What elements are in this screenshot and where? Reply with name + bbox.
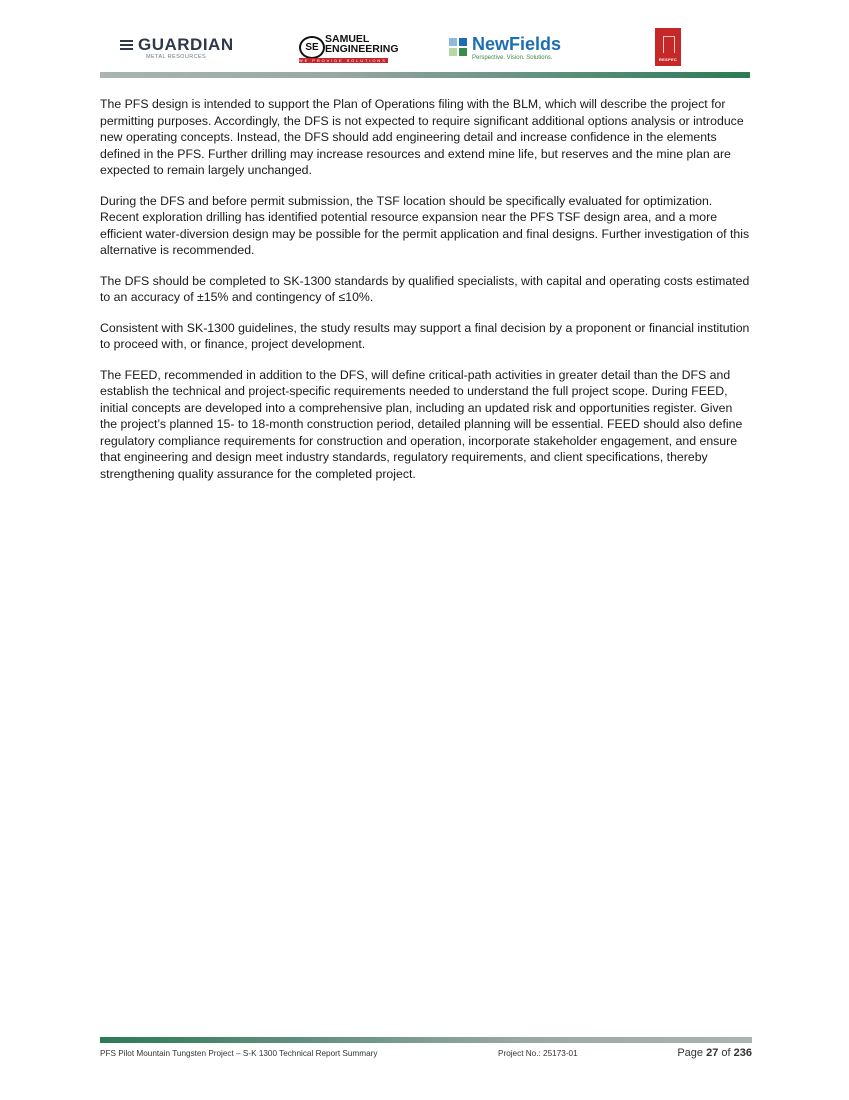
footer-rule (100, 1037, 752, 1043)
stacked-lines-icon (120, 40, 133, 50)
respec-logo-name: RESPEC (658, 57, 678, 62)
guardian-logo-name: GUARDIAN (138, 35, 234, 54)
body-paragraph: During the DFS and before permit submission, the TSF location should be specifically evaluated for optimization. Recent exploration drilling has identified potential resource expansion near the PFS TSF design area, and a more efficient water-diversion design may be possible for the permit application and final designs. Further investigation of this alternative is recommended. (100, 193, 750, 257)
guardian-logo-subtitle: METAL RESOURCES (146, 54, 207, 60)
header-logos (0, 28, 849, 68)
body-paragraph: The FEED, recommended in addition to the DFS, will define critical-path activities in greater detail than the DFS and establish the technical and project-specific requirements needed to understand the full project scope. During FEED, initial concepts are developed into a comprehensive plan, including an updated risk and opportunities register. Given the project’s planned 15- to 18-month construction period, detailed planning will be essential. FEED should also define regulatory compliance requirements for construction and operation, incorporate stakeholder engagement, and ensure that engineering and design meet industry standards, regulatory requirements, and client specifications, thereby strengthening quality assurance for the completed project. (100, 367, 743, 481)
samuel-logo-text: SAMUEL ENGINEERING (325, 33, 399, 55)
page-body (100, 96, 752, 496)
newfields-logo-tagline: Perspective. Vision. Solutions. (472, 55, 553, 61)
guardian-logo (120, 36, 234, 60)
tower-icon (663, 36, 675, 53)
se-mark-icon: SE (299, 36, 325, 59)
page-footer (100, 1047, 752, 1063)
header-rule (100, 72, 750, 78)
body-paragraph: Consistent with SK-1300 guidelines, the study results may support a final decision by a proponent or financial institution to proceed with, or finance, project development. (100, 320, 750, 351)
body-paragraph: The PFS design is intended to support the Plan of Operations filing with the BLM, which will describe the project for permitting purposes. Accordingly, the DFS is not expected to require significant additional options analysis or introduce new operating concepts. Instead, the DFS should add engineering detail and increase confidence in the elements defined in the PFS. Further drilling may increase resources and extend mine life, but reserves and the mine plan are expected to remain largely unchanged. (100, 97, 744, 177)
footer-project-number: Project No.: 25173-01 (498, 1049, 578, 1058)
samuel-logo-tagline: WE PROVIDE SOLUTIONS (299, 58, 387, 63)
respec-logo (655, 28, 681, 66)
color-squares-icon (449, 38, 469, 58)
footer-report-title: PFS Pilot Mountain Tungsten Project – S-K 1300 Technical Report Summary (100, 1049, 378, 1058)
body-paragraph: The DFS should be completed to SK-1300 standards by qualified specialists, with capital and operating costs estimated to an accuracy of ±15% and contingency of ≤10%. (100, 273, 750, 304)
footer-page-number: Page 27 of 236 (677, 1047, 752, 1059)
newfields-logo-name: NewFields (472, 34, 562, 54)
